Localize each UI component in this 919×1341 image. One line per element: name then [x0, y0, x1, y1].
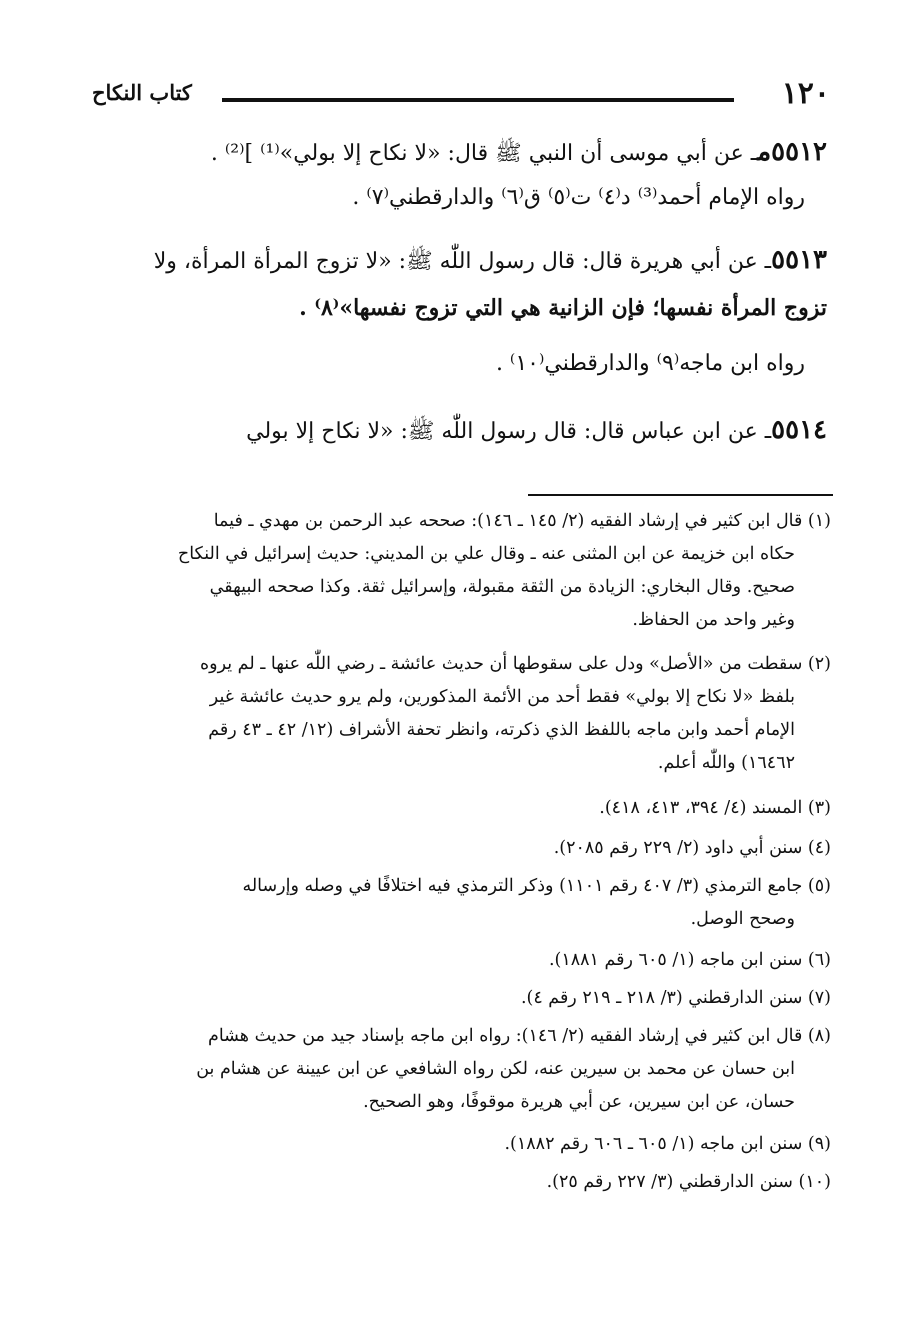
hadith-5514-line-1 [246, 408, 827, 454]
footnote-line: (٩) سنن ابن ماجه (١/ ٦٠٥ ـ ٦٠٦ رقم ١٨٨٢). [504, 1134, 831, 1154]
hadith-text: ـ عن أبي هريرة قال: قال رسول اللّٰه ﷺ: «لا تزوج المرأة المرأة، ولا [153, 249, 772, 274]
hadith-number: ٥٥١٢م [757, 137, 827, 167]
page-header [92, 76, 830, 116]
footnote-line: وغير واحد من الحفاظ. [632, 610, 795, 630]
hadith-source: رواه الإمام أحمد⁽³⁾ د⁽٤⁾ ت⁽٥⁾ ق⁽٦⁾ والدارقطني⁽٧⁾ . [352, 185, 805, 210]
hadith-number: ٥٥١٤ [771, 415, 827, 445]
footnote-line: حسان، عن ابن سيرين، عن أبي هريرة موقوفًا، وهو الصحيح. [363, 1092, 795, 1112]
footnote-line: ابن حسان عن محمد بن سيرين عنه، لكن رواه الشافعي عن ابن عيينة عن هشام بن [196, 1059, 795, 1079]
hadith-text: تزوج المرأة نفسها؛ فإن الزانية هي التي تزوج نفسها»⁽٨⁾ . [299, 295, 827, 321]
footnote-line: حكاه ابن خزيمة عن ابن المثنى عنه ـ وقال علي بن المديني: حديث إسرائيل في النكاح [177, 544, 795, 564]
footnote-line: (١) قال ابن كثير في إرشاد الفقيه (٢/ ١٤٥ ـ ١٤٦): صححه عبد الرحمن بن مهدي ـ فيما [213, 511, 831, 531]
hadith-text: ـ عن أبي موسى أن النبي ﷺ قال: «لا نكاح إلا بولي»⁽¹⁾ ]⁽²⁾ . [210, 141, 758, 166]
footnote-line: وصحح الوصل. [690, 909, 795, 929]
footnote-line: (٢) سقطت من «الأصل» ودل على سقوطها أن حديث عائشة ـ رضي اللّٰه عنها ـ لم يروه [199, 654, 831, 674]
page-number: ١٢٠ [781, 76, 830, 111]
footnote-line: (٤) سنن أبي داود (٢/ ٢٢٩ رقم ٢٠٨٥). [553, 838, 831, 858]
header-rule [222, 98, 734, 102]
footnote-separator [528, 494, 833, 496]
footnote-line: بلفظ «لا نكاح إلا بولي» فقط أحد من الأئمة المذكورين، ولم يرو حديث عائشة غير [209, 687, 795, 707]
hadith-5512-line-2 [352, 176, 805, 220]
footnote-line: (٦) سنن ابن ماجه (١/ ٦٠٥ رقم ١٨٨١). [548, 950, 831, 970]
footnote-line: (٣) المسند (٤/ ٣٩٤، ٤١٣، ٤١٨). [599, 798, 831, 818]
footnote-line: صحيح. وقال البخاري: الزيادة من الثقة مقبولة، وإسرائيل ثقة. وكذا صححه البيهقي [209, 577, 795, 597]
footnote-line: الإمام أحمد وابن ماجه باللفظ الذي ذكرته، وانظر تحفة الأشراف (١٢/ ٤٢ ـ ٤٣ رقم [208, 720, 795, 740]
hadith-text: ـ عن ابن عباس قال: قال رسول اللّٰه ﷺ: «لا نكاح إلا بولي [246, 419, 772, 444]
footnote-line: (٨) قال ابن كثير في إرشاد الفقيه (٢/ ١٤٦): رواه ابن ماجه بإسناد جيد من حديث هشام [208, 1026, 831, 1046]
hadith-source: رواه ابن ماجه⁽٩⁾ والدارقطني⁽١٠⁾ . [495, 351, 805, 376]
footnote-line: (٥) جامع الترمذي (٣/ ٤٠٧ رقم ١١٠١) وذكر الترمذي فيه اختلافًا في وصله وإرساله [242, 876, 831, 896]
footnote-line: ١٦٤٦٢) واللّٰه أعلم. [657, 753, 795, 773]
book-title: كتاب النكاح [92, 80, 192, 105]
hadith-number: ٥٥١٣ [771, 245, 827, 275]
hadith-5513-line-3 [496, 342, 805, 386]
hadith-5513-line-1 [154, 238, 827, 284]
hadith-5512-line-1 [211, 130, 827, 176]
footnote-line: (٧) سنن الدارقطني (٣/ ٢١٨ ـ ٢١٩ رقم ٤). [520, 988, 831, 1008]
hadith-5513-line-2 [299, 286, 827, 331]
footnote-line: (١٠) سنن الدارقطني (٣/ ٢٢٧ رقم ٢٥). [546, 1172, 831, 1192]
